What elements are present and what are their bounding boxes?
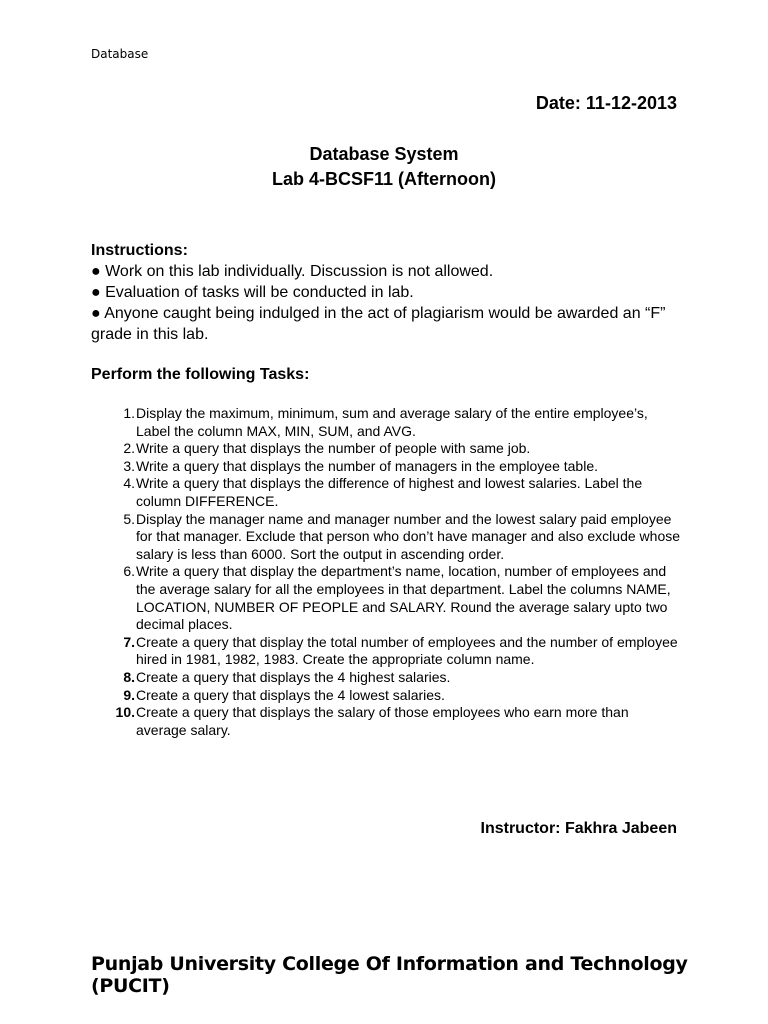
task-text: Create a query that displays the salary of those employees who earn more than average salary.: [136, 704, 629, 738]
title-line-1: Database System: [309, 144, 459, 164]
tasks-heading: Perform the following Tasks:: [91, 366, 310, 383]
task-item: [107, 475, 682, 510]
task-list: [107, 405, 682, 739]
document-title: [0, 142, 768, 192]
instruction-item: ● Evaluation of tasks will be conducted in lab.: [91, 284, 414, 301]
task-text: Create a query that displays the 4 lowest salaries.: [136, 686, 445, 703]
task-item: [107, 440, 682, 458]
task-number: 5.: [123, 510, 135, 527]
task-item: [107, 669, 682, 687]
task-number: 10.: [115, 704, 135, 721]
task-text: Write a query that display the department’s name, location, number of employees and the average salary for all the employees in that department. Label the columns NAME, LOCATION, NUMBER OF PEOPLE and SALARY. Round the average salary upto two decimal places.: [136, 563, 671, 633]
page-footer: Punjab University College Of Information and Technology (PUCIT): [91, 953, 688, 997]
task-number: 3.: [123, 457, 135, 474]
task-item: [107, 704, 682, 739]
task-text: Display the maximum, minimum, sum and average salary of the entire employee’s, Label the column MAX, MIN, SUM, and AVG.: [136, 405, 648, 439]
task-number: 8.: [123, 668, 135, 685]
task-text: Write a query that displays the number of people with same job.: [136, 440, 531, 457]
task-text: Write a query that displays the number of managers in the employee table.: [136, 457, 598, 474]
task-text: Create a query that displays the 4 highest salaries.: [136, 668, 451, 685]
task-text: Display the manager name and manager number and the lowest salary paid employee for that manager. Exclude that person who don’t have manager and also exclude whose salary is less than 6000. Sort the output in ascending order.: [136, 510, 681, 562]
instruction-item: ● Work on this lab individually. Discussion is not allowed.: [91, 263, 494, 280]
instructions-section: [91, 240, 681, 345]
task-item: [107, 405, 682, 440]
instructions-heading: Instructions:: [91, 242, 188, 259]
task-number: 6.: [123, 563, 135, 580]
date-label: Date: 11-12-2013: [535, 93, 677, 113]
task-number: 9.: [123, 686, 135, 703]
task-text: Write a query that displays the difference of highest and lowest salaries. Label the column DIFFERENCE.: [136, 475, 643, 509]
task-number: 7.: [123, 633, 135, 650]
task-item: [107, 511, 682, 564]
page-header: Database: [91, 47, 149, 61]
task-number: 1.: [123, 405, 135, 421]
task-item: [107, 563, 682, 633]
task-text: Create a query that display the total number of employees and the number of employee hired in 1981, 1982, 1983. Create the appropriate column name.: [136, 633, 678, 668]
task-number: 2.: [123, 440, 135, 457]
task-item: [107, 687, 682, 705]
task-number: 4.: [123, 475, 135, 492]
instructor-name: Instructor: Fakhra Jabeen: [480, 820, 677, 837]
instruction-item: ● Anyone caught being indulged in the act of plagiarism would be awarded an “F” grade in this lab.: [91, 305, 666, 343]
title-line-2: Lab 4-BCSF11 (Afternoon): [271, 169, 496, 189]
task-item: [107, 634, 682, 669]
task-item: [107, 458, 682, 476]
